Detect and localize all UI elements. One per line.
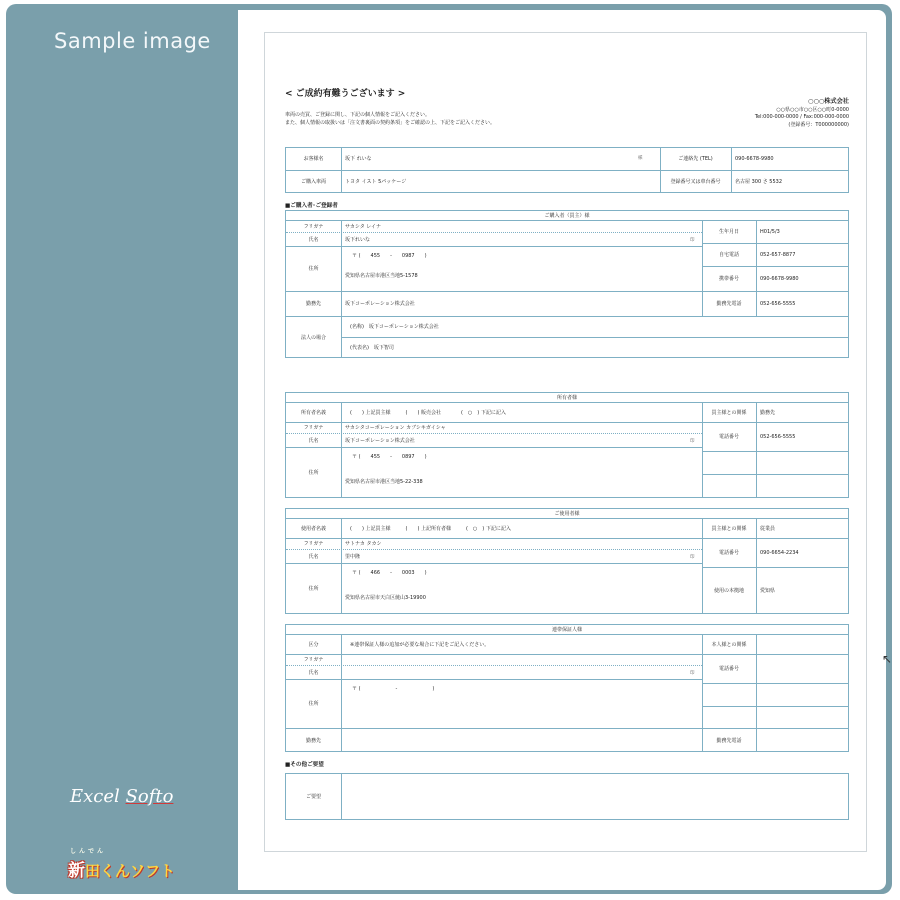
guarantor-type-label: 区分 [308,641,319,648]
buyer-box [285,210,849,358]
customer-name-value: 坂下 れいな [345,156,372,162]
user-box [285,508,849,614]
logo-ruby: しんでん [70,848,107,855]
guarantor-work-label: 勤務先 [305,737,321,744]
corp-label: 法人の場合 [300,334,326,341]
home-tel-label: 自宅電話 [718,252,739,258]
brand-prefix: Excel [70,786,126,807]
guarantor-relation-label: 本人様との関係 [711,641,747,648]
guarantor-box [285,624,849,752]
guarantor-work-tel-label: 勤務先電話 [716,737,742,744]
buyer-address-label: 住所 [308,266,319,272]
buyer-work-label: 勤務先 [305,301,321,307]
buyer-section-label: ■ご購入者･ご登録者 [285,203,338,209]
brand-logo [70,786,173,807]
request-section-label: ■その他ご要望 [285,762,324,768]
buyer-furigana-label: フリガナ [303,223,324,230]
preview-area [238,10,886,890]
buyer-work-value: 坂下コーポレーション株式会社 [345,301,415,307]
logo-kanji-1: 新 [68,861,85,881]
owner-relation-label: 買主様との関係 [711,409,747,416]
request-label: ご要望 [305,793,321,800]
work-tel-label: 勤務先電話 [716,301,742,307]
user-name-value: 里中隆 [345,553,361,560]
company-info [755,97,849,130]
user-relation-label: 買主様との関係 [711,525,747,532]
buyer-address-value: 愛知県名古屋市港区当地5-1578 [345,273,418,279]
company-tel: Tel:000-000-0000 / Fax:000-000-0000 [754,114,849,121]
user-relation-value: 従業員 [760,525,776,532]
user-seal: 印 [690,555,695,560]
owner-header: 所有者様 [556,394,577,401]
owner-name-value: 坂下コーポレーション株式会社 [345,437,415,444]
buyer-name-value: 坂下れいな [345,236,371,243]
corp-name: (名称) 坂下コーポレーション株式会社 [350,324,439,330]
birth-value: H01/5/3 [760,229,780,235]
mobile-value: 090-6678-9980 [760,276,799,282]
owner-relation-value: 勤務先 [760,409,776,416]
birth-label: 生年月日 [718,229,739,235]
guarantor-seal: 印 [690,671,695,676]
user-furigana-value: サトナカ タカシ [345,541,382,547]
mobile-label: 携帯番号 [718,276,739,282]
work-tel-value: 052-656-5555 [760,301,796,307]
contact-label: ご連絡先 (TEL) [678,156,713,162]
user-furigana-label: フリガナ [303,541,324,547]
user-type-label: 使用者名義 [300,525,326,532]
guarantor-phone-label: 電話番号 [718,666,739,672]
sidebar-title: Sample image [54,29,211,53]
logo-kana: くんソフト [100,862,176,880]
request-box [285,773,849,820]
owner-type-value: ( ) 上記買主様 ( ) 販売会社 ( ○ ) 下記に記入 [350,409,506,416]
user-type-value: ( ) 上記買主様 ( ) 上記所有者様 ( ○ ) 下記に記入 [350,525,511,532]
buyer-header: ご購入者（買主）様 [544,212,590,219]
logo-kanji-2: 田 [85,862,101,880]
owner-furigana-label: フリガナ [303,425,324,431]
user-base-value: 愛知県 [760,588,776,594]
guarantor-header: 連帯保証人様 [551,626,582,633]
user-header: ご使用者様 [554,510,580,517]
owner-seal: 印 [690,439,695,444]
owner-type-label: 所有者名義 [300,409,326,416]
customer-name-label: お客様名 [303,156,324,162]
vehicle-value: トヨタ イスト 5パッケージ [345,179,407,185]
owner-zip: 〒 ( 455 - 0897 ) [352,454,427,460]
vehicle-label: ご購入車両 [300,179,326,185]
mouse-cursor-icon: ↖ [882,652,893,666]
company-reg: (登録番号：T000000000) [788,122,849,129]
buyer-furigana-value: サカシタ レイナ [345,223,382,230]
intro-line-1: 車両の売買、ご登録に関し、下記の個人情報をご記入ください。 [285,112,431,118]
intro-text [285,111,495,127]
user-address-label: 住所 [308,586,319,592]
user-phone-value: 090-6654-2234 [760,550,799,556]
buyer-zip: 〒 ( 455 - 0987 ) [352,253,427,259]
intro-line-2: また、個人情報の取扱いは「注文書裏面の契約条項」をご確認の上、下記をご記入ください。 [285,120,496,126]
page-title: < ご成約有難うございます > [285,89,406,99]
brand-suffix: Softo [125,786,174,807]
user-zip: 〒 ( 466 - 0003 ) [352,570,427,576]
home-tel-value: 052-657-8877 [760,252,796,258]
customer-box [285,147,849,193]
owner-phone-label: 電話番号 [718,434,739,440]
guarantor-address-label: 住所 [308,701,319,707]
guarantor-furigana-label: フリガナ [303,657,324,663]
guarantor-type-value: ※連帯保証人様の追加が必要な場合に下記をご記入ください。 [350,641,490,648]
owner-address-value: 愛知県名古屋市港区当地5-22-338 [345,479,423,485]
guarantor-name-label: 氏名 [308,669,319,676]
guarantor-zip: 〒 ( - ) [352,686,435,692]
owner-name-label: 氏名 [308,437,319,444]
owner-phone-value: 052-656-5555 [760,434,796,440]
user-address-value: 愛知県名古屋市天白区焼山3-19900 [345,595,426,601]
reg-label: 登録番号又は車台番号 [670,179,721,185]
user-phone-label: 電話番号 [718,550,739,556]
contact-value: 090-6678-9980 [735,156,774,162]
owner-box [285,392,849,498]
owner-address-label: 住所 [308,470,319,476]
document-page [264,32,867,852]
company-address: ○○県○○市○○区○○町0-0000 [776,106,849,113]
reg-value: 名古屋 300 さ 5532 [735,179,783,185]
customer-sama: 様 [638,156,643,161]
company-name: ○○○株式会社 [808,98,849,105]
user-name-label: 氏名 [308,553,319,560]
user-base-label: 使用の本拠地 [713,588,744,594]
buyer-name-label: 氏名 [308,236,319,243]
corp-rep: (代表名) 坂下智司 [350,345,394,351]
shinden-logo [68,848,176,881]
buyer-seal: 印 [690,238,695,243]
owner-furigana-value: サカシタコーポレーション カブシキガイシャ [345,425,446,431]
